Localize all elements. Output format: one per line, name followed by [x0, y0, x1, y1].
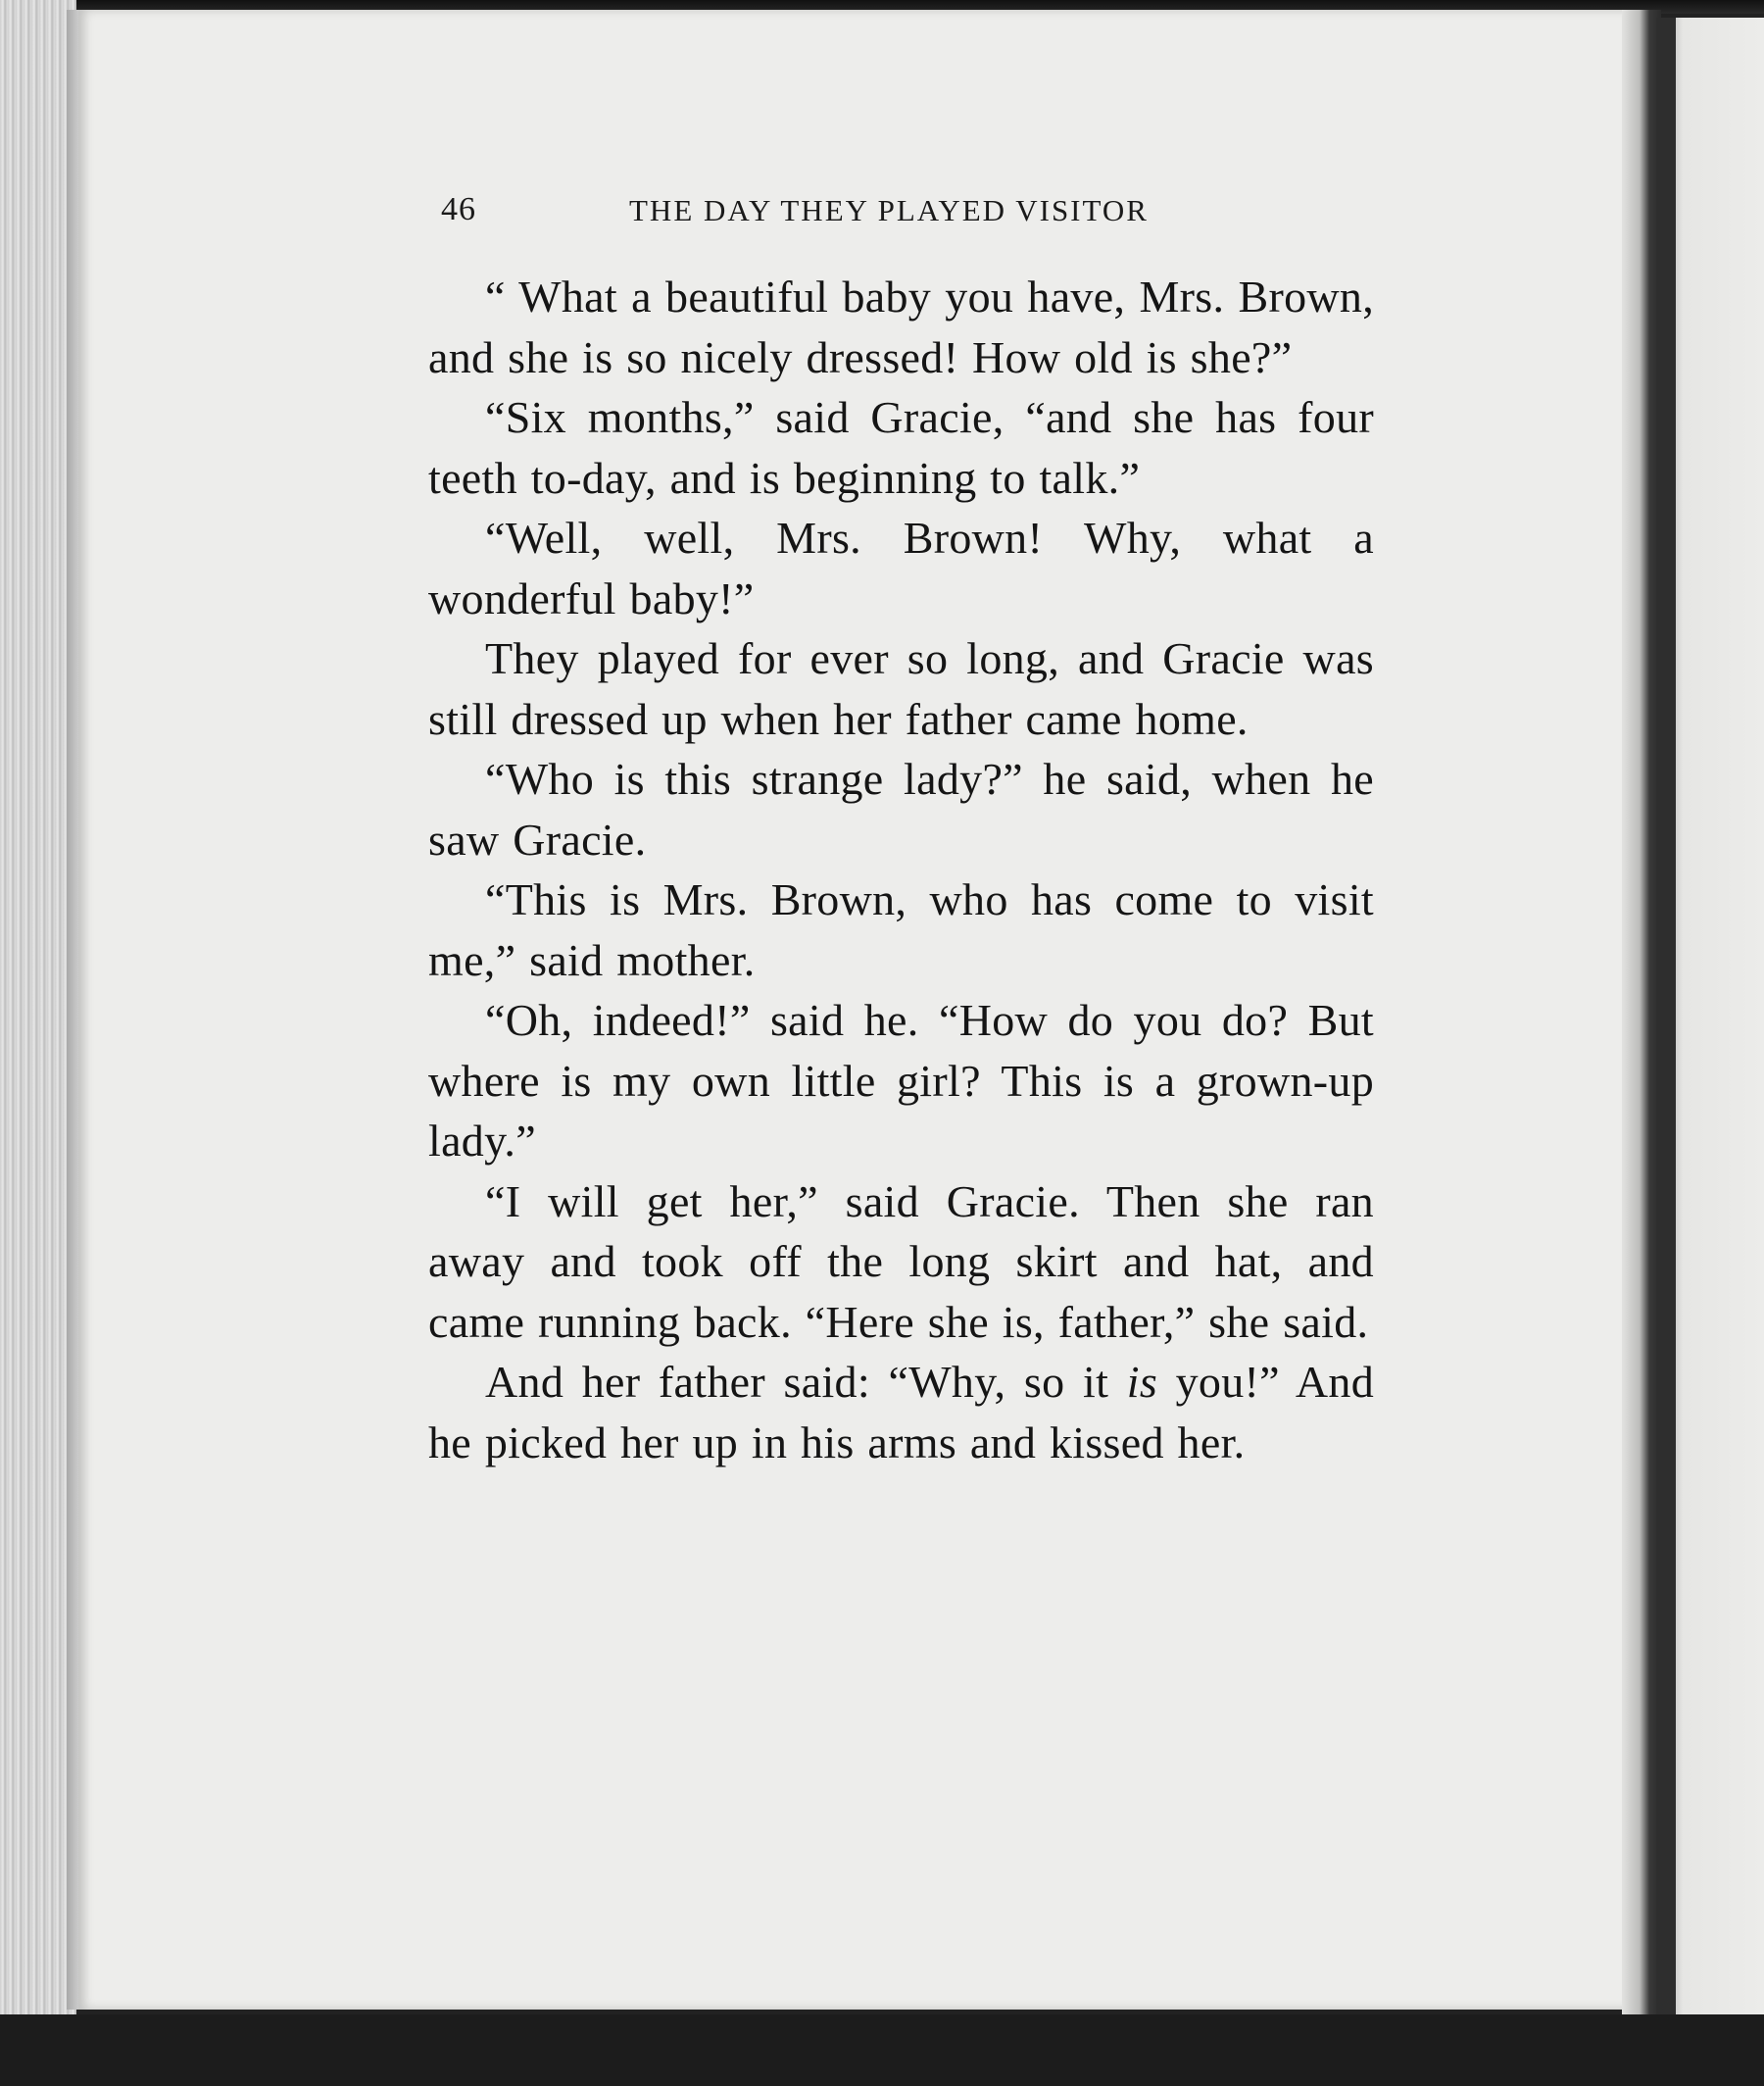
emphasized-word: is	[1126, 1357, 1158, 1407]
paragraph: They played for ever so long, and Gracie was still dressed up when her father came home.	[428, 633, 1374, 744]
facing-page-shadow	[1656, 18, 1676, 2017]
running-title: THE DAY THEY PLAYED VISITOR	[629, 193, 1149, 227]
body-text	[428, 267, 1374, 1472]
paragraph: “Oh, indeed!” said he. “How do you do? But where is my own little girl? This is a grown-up lady.”	[428, 995, 1374, 1166]
paragraph: “Well, well, Mrs. Brown! Why, what a wonderful baby!”	[428, 513, 1374, 623]
scan-bottom-edge	[0, 2014, 1764, 2086]
book-gutter	[1622, 10, 1661, 2014]
paragraph: “Six months,” said Gracie, “and she has four teeth to-day, and is beginning to talk.”	[428, 392, 1374, 503]
paragraph: “This is Mrs. Brown, who has come to visit me,” said mother.	[428, 874, 1374, 985]
page-number: 46	[441, 191, 476, 227]
closing-paragraph	[428, 1352, 1374, 1472]
running-head	[441, 191, 1186, 240]
paragraph: “ What a beautiful baby you have, Mrs. Brown, and she is so nicely dressed! How old is she?”	[428, 272, 1374, 382]
closing-text-before: And her father said: “Why, so it	[485, 1357, 1127, 1407]
paragraph: “Who is this strange lady?” he said, when he saw Gracie.	[428, 754, 1374, 865]
closing-text-after: you!” And he picked her up in his arms and kissed her.	[428, 1357, 1375, 1467]
paragraph: “I will get her,” said Gracie. Then she ran away and took off the long skirt and hat, and came running back. “Here she is, father,” she said.	[428, 1175, 1374, 1347]
book-page-stack	[0, 0, 76, 2024]
